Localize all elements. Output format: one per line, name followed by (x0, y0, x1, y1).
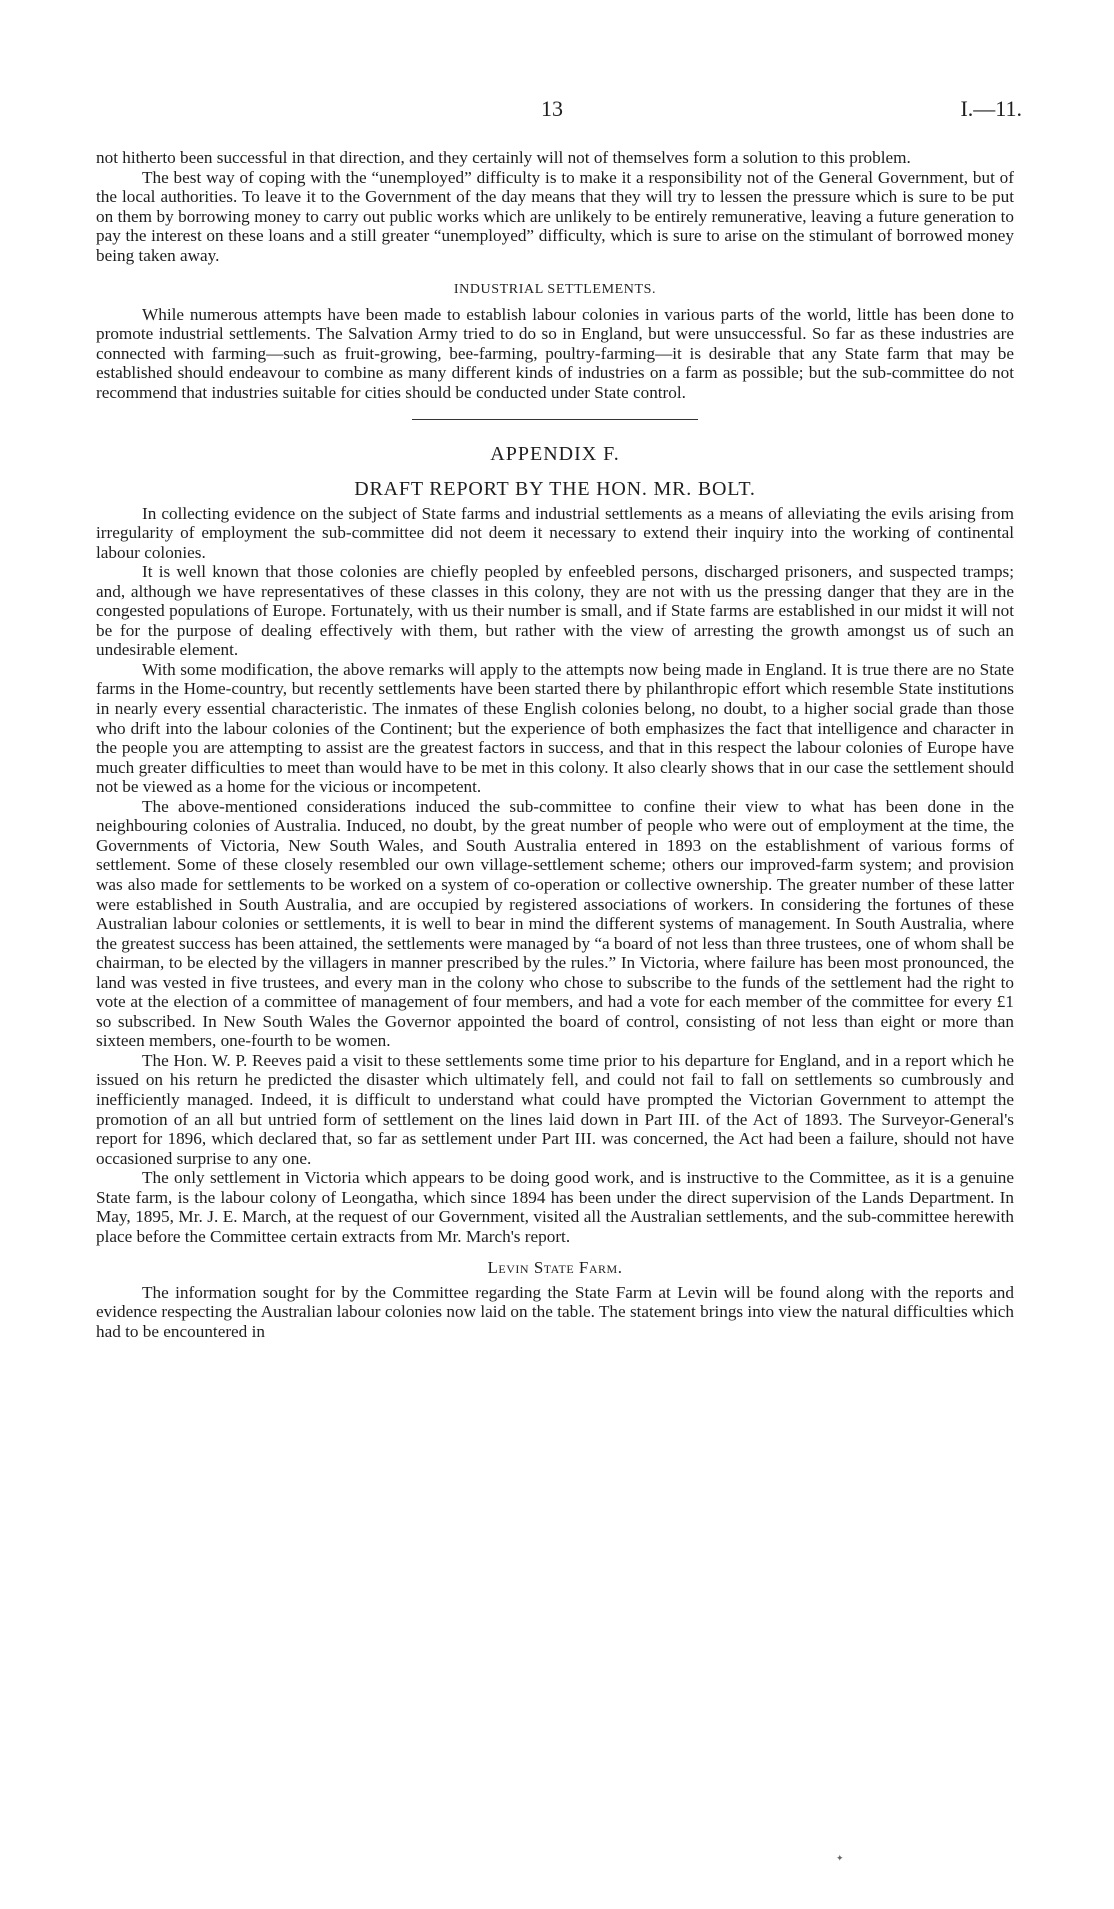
paragraph-australian-colonies: The above-mentioned considerations induced the sub-committee to confine their view to what has been done in the neighbouring colonies of Australia. Induced, no doubt, by the great number of people who were out of employment at the time, the Governments of Victoria, New South Wales, and South Australia entered in 1893 on the establishment of various forms of settlement. Some of these closely resembled our own village-settlement scheme; others our improved-farm system; and provision was also made for settlements to be worked on a system of co-operation or collective ownership. The greater number of these latter were established in South Australia, and are occupied by registered associations of workers. In considering the fortunes of these Australian labour colonies or settlements, it is well to bear in mind the different systems of management. In South Australia, where the greatest success has been attained, the settlements were managed by “a board of not less than three trustees, one of whom shall be chairman, to be elected by the villagers in manner prescribed by the rules.” In Victoria, where failure has been most pronounced, the land was vested in five trustees, and every man in the colony who chose to subscribe to the funds of the settlement had the right to vote at the election of a committee of management of four members, and had a vote for each member of the committee for every £1 so subscribed. In New South Wales the Governor appointed the board of control, consisting of not less than eight or more than sixteen members, one-fourth to be women. (96, 796, 1014, 1051)
paragraph-continuation: not hitherto been successful in that direction, and they certainly will not of themselves form a solution to this problem. (96, 148, 911, 167)
paragraph-levin-farm: The information sought for by the Committee regarding the State Farm at Levin will be found along with the reports and evidence respecting the Australian labour colonies now laid on the table. The statement brings into view the natural difficulties which had to be encountered in (96, 1282, 1014, 1341)
paragraph-leongatha: The only settlement in Victoria which appears to be doing good work, and is instructive to the Committee, as it is a genuine State farm, is the labour colony of Leongatha, which since 1894 has been under the direct supervision of the Lands Department. In May, 1895, Mr. J. E. March, at the request of our Government, visited all the Australian settlements, and the sub-committee herewith place before the Committee certain extracts from Mr. March's report. (96, 1168, 1014, 1246)
print-mark: ✦ (836, 1853, 844, 1863)
page-header (0, 96, 1114, 126)
section-divider (412, 419, 698, 420)
section-heading-levin-state-farm: Levin State Farm. (487, 1258, 623, 1278)
paragraph-continental-colonies: It is well known that those colonies are chiefly peopled by enfeebled persons, discharged prisoners, and suspected tramps; and, although we have representatives of these classes in this colony, they are not with us the pressing danger that they are in the congested populations of Europe. Fortunately, with us their number is small, and if State farms are established in our midst it will not be for the purpose of dealing effectively with them, but rather with the view of arresting the growth amongst us of such an undesirable element. (96, 562, 1014, 660)
report-title: DRAFT REPORT BY THE HON. MR. BOLT. (354, 477, 756, 500)
section-heading-industrial-settlements: INDUSTRIAL SETTLEMENTS. (453, 282, 657, 298)
paragraph-industrial-settlements: While numerous attempts have been made to establish labour colonies in various parts of the world, little has been done to promote industrial settlements. The Salvation Army tried to do so in England, but were unsuccessful. So far as these industries are connected with farming—such as fruit-growing, bee-farming, poultry-farming—it is desirable that any State farm that may be established should endeavour to combine as many different kinds of industries on a farm as possible; but the sub-committee do not recommend that industries suitable for cities should be conducted under State control. (96, 304, 1014, 403)
document-reference: I.—11. (960, 96, 1022, 121)
paragraph-england-settlements: With some modification, the above remarks will apply to the attempts now being made in England. It is true there are no State farms in the Home-country, but recently settlements have been started there by philanthropic effort which resemble State institutions in nearly every essential characteristic. The inmates of these English colonies belong, no doubt, to a higher social grade than those who drift into the labour colonies of the Continent; but the experience of both emphasizes the fact that intelligence and character in the people you are attempting to assist are the greatest factors in success, and that in this respect the labour colonies of Europe have much greater difficulties to meet than would have to be met in this colony. It also clearly shows that in our case the settlement should not be viewed as a home for the vicious or incompetent. (96, 659, 1014, 797)
document-body (96, 148, 1014, 1342)
paragraph-collecting-evidence: In collecting evidence on the subject of State farms and industrial settlements as a means of alleviating the evils arising from irregularity of employment the sub-committee did not deem it necessary to extend their inquiry into the working of continental labour colonies. (96, 503, 1014, 562)
paragraph-reeves-visit: The Hon. W. P. Reeves paid a visit to these settlements some time prior to his departure for England, and in a report which he issued on his return he predicted the disaster which ultimately fell, and could not fail to fall on settlements so cumbrously and inefficiently managed. Indeed, it is difficult to understand what could have prompted the Victorian Government to attempt the promotion of an all but untried form of settlement on the lines laid down in Part III. of the Act of 1893. The Surveyor-General's report for 1896, which declared that, so far as settlement under Part III. was concerned, the Act had been a failure, should not have occasioned surprise to any one. (96, 1050, 1014, 1168)
page-number: 13 (541, 96, 563, 121)
appendix-title: APPENDIX F. (490, 442, 620, 465)
paragraph-unemployed-difficulty: The best way of coping with the “unemployed” difficulty is to make it a responsibility not of the General Government, but of the local authorities. To leave it to the Government of the day means that they will try to lessen the pressure which is sure to be put on them by borrowing money to carry out public works which are unlikely to be entirely remunerative, leaving a future generation to pay the interest on these loans and a still greater “unemployed” difficulty, which is sure to arise on the stimulant of borrowed money being taken away. (96, 167, 1014, 265)
